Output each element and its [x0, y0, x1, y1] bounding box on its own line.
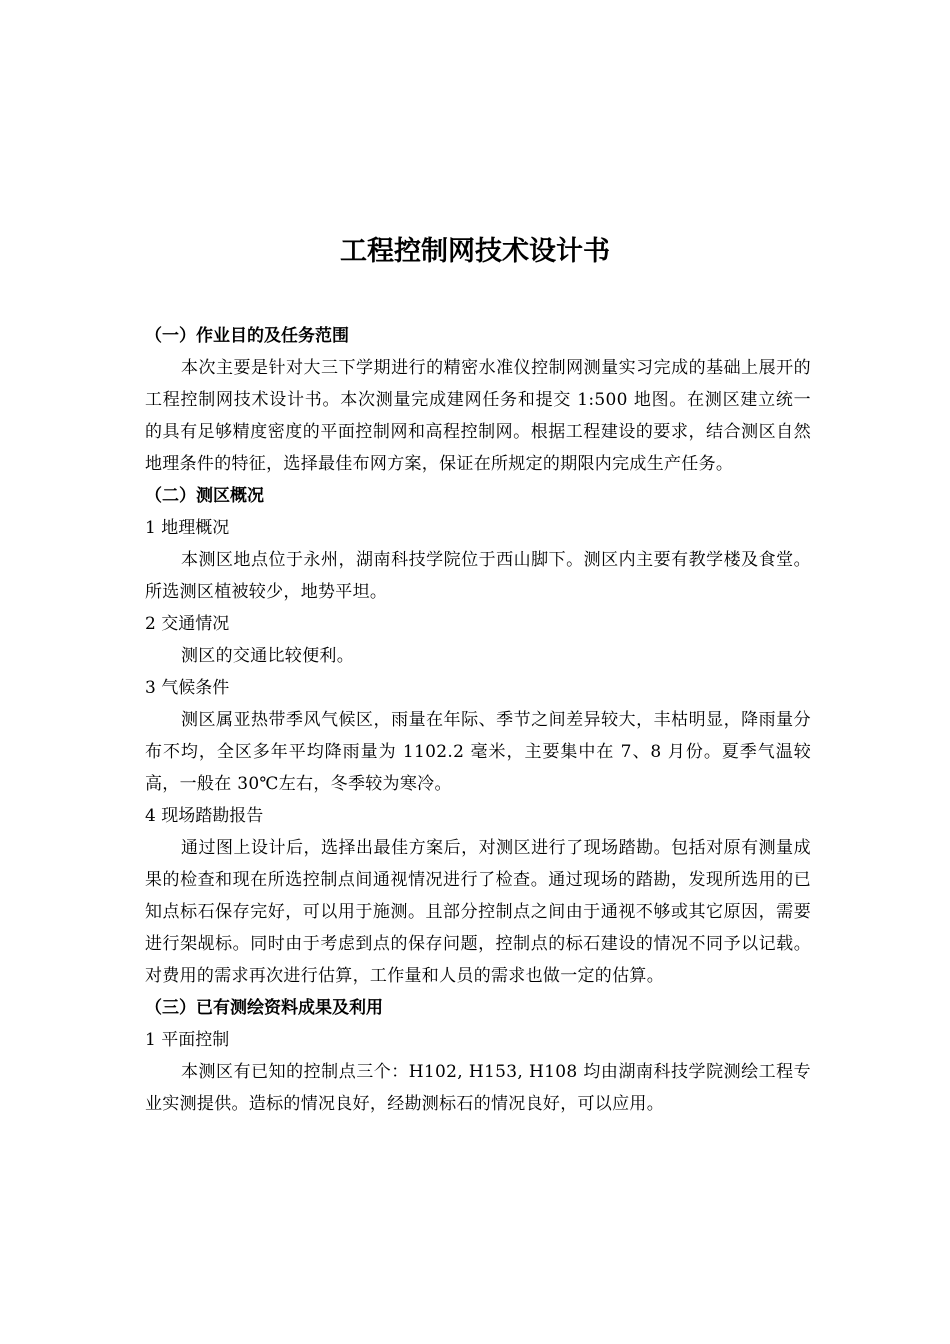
subsection-transportation	[145, 608, 811, 672]
body-paragraph: 测区的交通比较便利。	[181, 646, 354, 666]
document-body	[145, 320, 811, 1120]
section-existing-survey-data	[145, 992, 811, 1120]
section-heading: （二）测区概况	[145, 486, 264, 506]
section-heading: （一）作业目的及任务范围	[145, 326, 349, 346]
body-paragraph: 测区属亚热带季风气候区，雨量在年际、季节之间差异较大，丰枯明显，降雨量分布不均，全区多年平均降雨量为 1102.2 毫米，主要集中在 7、8 月份。夏季气温较高，一般在 30℃左右，冬季较为寒冷。	[145, 710, 811, 794]
subsection-horizontal-control	[145, 1024, 811, 1120]
body-paragraph: 通过图上设计后，选择出最佳方案后，对测区进行了现场踏勘。包括对原有测量成果的检查和现在所选控制点间通视情况进行了检查。通过现场的踏勘，发现所选用的已知点标石保存完好，可以用于施测。且部分控制点之间由于通视不够或其它原因，需要进行架觇标。同时由于考虑到点的保存问题，控制点的标石建设的情况不同予以记载。对费用的需求再次进行估算，工作量和人员的需求也做一定的估算。	[145, 838, 811, 986]
subsection-heading: 1 平面控制	[145, 1030, 230, 1050]
body-paragraph: 本测区有已知的控制点三个：H102, H153, H108 均由湖南科技学院测绘工程专业实测提供。造标的情况良好，经勘测标石的情况良好，可以应用。	[145, 1062, 811, 1114]
section-task-scope	[145, 320, 811, 480]
subsection-heading: 4 现场踏勘报告	[145, 806, 264, 826]
body-paragraph: 本测区地点位于永州，湖南科技学院位于西山脚下。测区内主要有教学楼及食堂。所选测区植被较少，地势平坦。	[145, 550, 811, 602]
subsection-heading: 3 气候条件	[145, 678, 230, 698]
body-paragraph: 本次主要是针对大三下学期进行的精密水准仪控制网测量实习完成的基础上展开的工程控制网技术设计书。本次测量完成建网任务和提交 1:500 地图。在测区建立统一的具有足够精度密度的平面控制网和高程控制网。根据工程建设的要求，结合测区自然地理条件的特征，选择最佳布网方案，保证在所规定的期限内完成生产任务。	[145, 358, 811, 474]
subsection-heading: 2 交通情况	[145, 614, 230, 634]
subsection-geography	[145, 512, 811, 608]
subsection-heading: 1 地理概况	[145, 518, 230, 538]
section-survey-area-overview	[145, 480, 811, 992]
subsection-climate	[145, 672, 811, 800]
section-heading: （三）已有测绘资料成果及利用	[145, 998, 383, 1018]
document-title: 工程控制网技术设计书	[340, 236, 610, 267]
subsection-site-survey-report	[145, 800, 811, 992]
